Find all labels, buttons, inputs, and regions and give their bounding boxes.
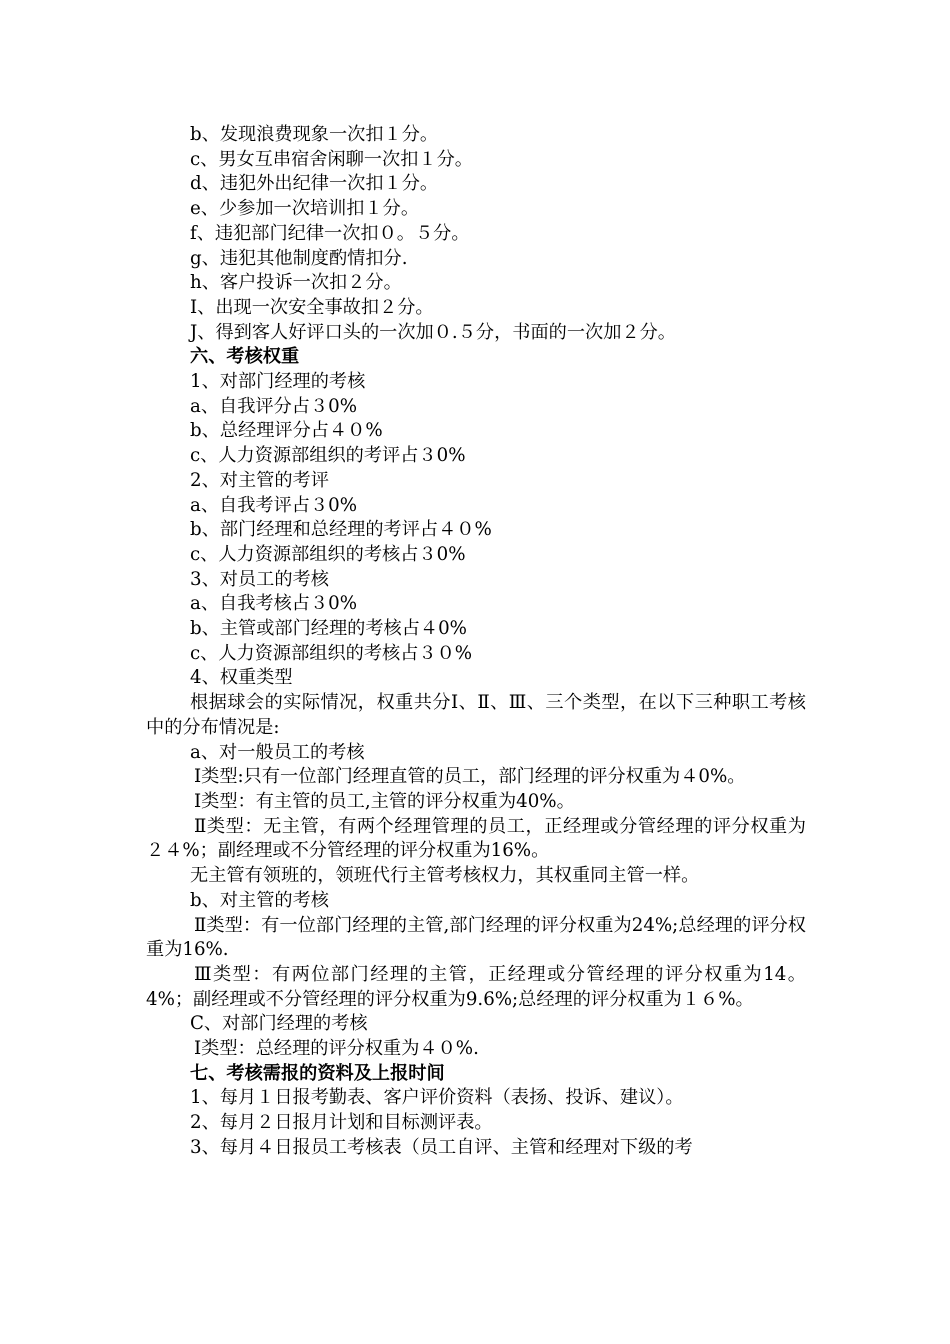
text-line: 2、每月２日报月计划和目标测评表。: [190, 1112, 493, 1134]
text-line: c、人力资源部组织的考核占３0%: [190, 543, 466, 565]
document-page: [146, 123, 806, 1161]
text-line: 3、对员工的考核: [190, 568, 329, 590]
text-line: Ⅰ类型：总经理的评分权重为４０%.: [194, 1038, 479, 1060]
paragraph: 根据球会的实际情况，权重共分Ⅰ、Ⅱ、Ⅲ、三个类型，在以下三种职工考核中的分布情况是:: [146, 692, 806, 738]
paragraph: Ⅱ类型：无主管，有两个经理管理的员工，正经理或分管经理的评分权重为２４%；副经理或不分管经理的评分权重为16%。: [146, 815, 806, 862]
text-line: d、违犯外出纪律一次扣１分。: [190, 173, 439, 195]
text-line: b、部门经理和总经理的考评占４０%: [190, 519, 492, 541]
text-line: I、出现一次安全事故扣２分。: [190, 296, 434, 318]
text-line: 1、对部门经理的考核: [190, 371, 366, 393]
paragraph: Ⅱ类型：有一位部门经理的主管,部门经理的评分权重为24%;总经理的评分权重为16%.: [146, 914, 806, 961]
text-line: h、客户投诉一次扣２分。: [190, 272, 402, 294]
text-line: b、总经理评分占４０%: [190, 420, 383, 442]
text-line: c、男女互串宿舍闲聊一次扣１分。: [190, 148, 473, 170]
text-line: a、对一般员工的考核: [190, 741, 365, 763]
text-line: e、少参加一次培训扣１分。: [190, 198, 420, 220]
section-heading: 七、考核需报的资料及上报时间: [190, 1062, 445, 1084]
text-line: J、得到客人好评口头的一次加０.５分，书面的一次加２分。: [190, 321, 676, 343]
section-heading: 六、考核权重: [190, 346, 300, 368]
text-line: 2、对主管的考评: [190, 469, 329, 491]
text-line: c、人力资源部组织的考核占３０%: [190, 642, 473, 664]
text-line: 4、权重类型: [190, 667, 293, 689]
text-line: C、对部门经理的考核: [190, 1013, 368, 1035]
text-line: a、自我考核占３0%: [190, 593, 358, 615]
text-line: a、自我评分占３0%: [190, 395, 358, 417]
text-line: a、自我考评占３0%: [190, 494, 358, 516]
text-line: b、主管或部门经理的考核占４0%: [190, 618, 467, 640]
text-line: 3、每月４日报员工考核表（员工自评、主管和经理对下级的考: [190, 1136, 693, 1158]
text-line: 1、每月１日报考勤表、客户评价资料（表扬、投诉、建议）。: [190, 1087, 684, 1109]
paragraph: Ⅰ类型:只有一位部门经理直管的员工，部门经理的评分权重为４0%。: [194, 766, 746, 788]
text-line: b、对主管的考核: [190, 889, 329, 911]
text-line: b、发现浪费现象一次扣１分。: [190, 124, 439, 145]
text-line: f、违犯部门纪律一次扣０。５分。: [190, 222, 470, 244]
text-line: Ⅰ类型：有主管的员工,主管的评分权重为40%。: [194, 790, 575, 812]
text-line: g、违犯其他制度酌情扣分.: [190, 247, 408, 269]
text-line: 无主管有领班的，领班代行主管考核权力，其权重同主管一样。: [190, 865, 700, 887]
paragraph: Ⅲ类型：有两位部门经理的主管，正经理或分管经理的评分权重为14。4%；副经理或不分管经理的评分权重为9.6%;总经理的评分权重为１６%。: [146, 963, 806, 1010]
text-line: c、人力资源部组织的考评占３0%: [190, 445, 466, 467]
